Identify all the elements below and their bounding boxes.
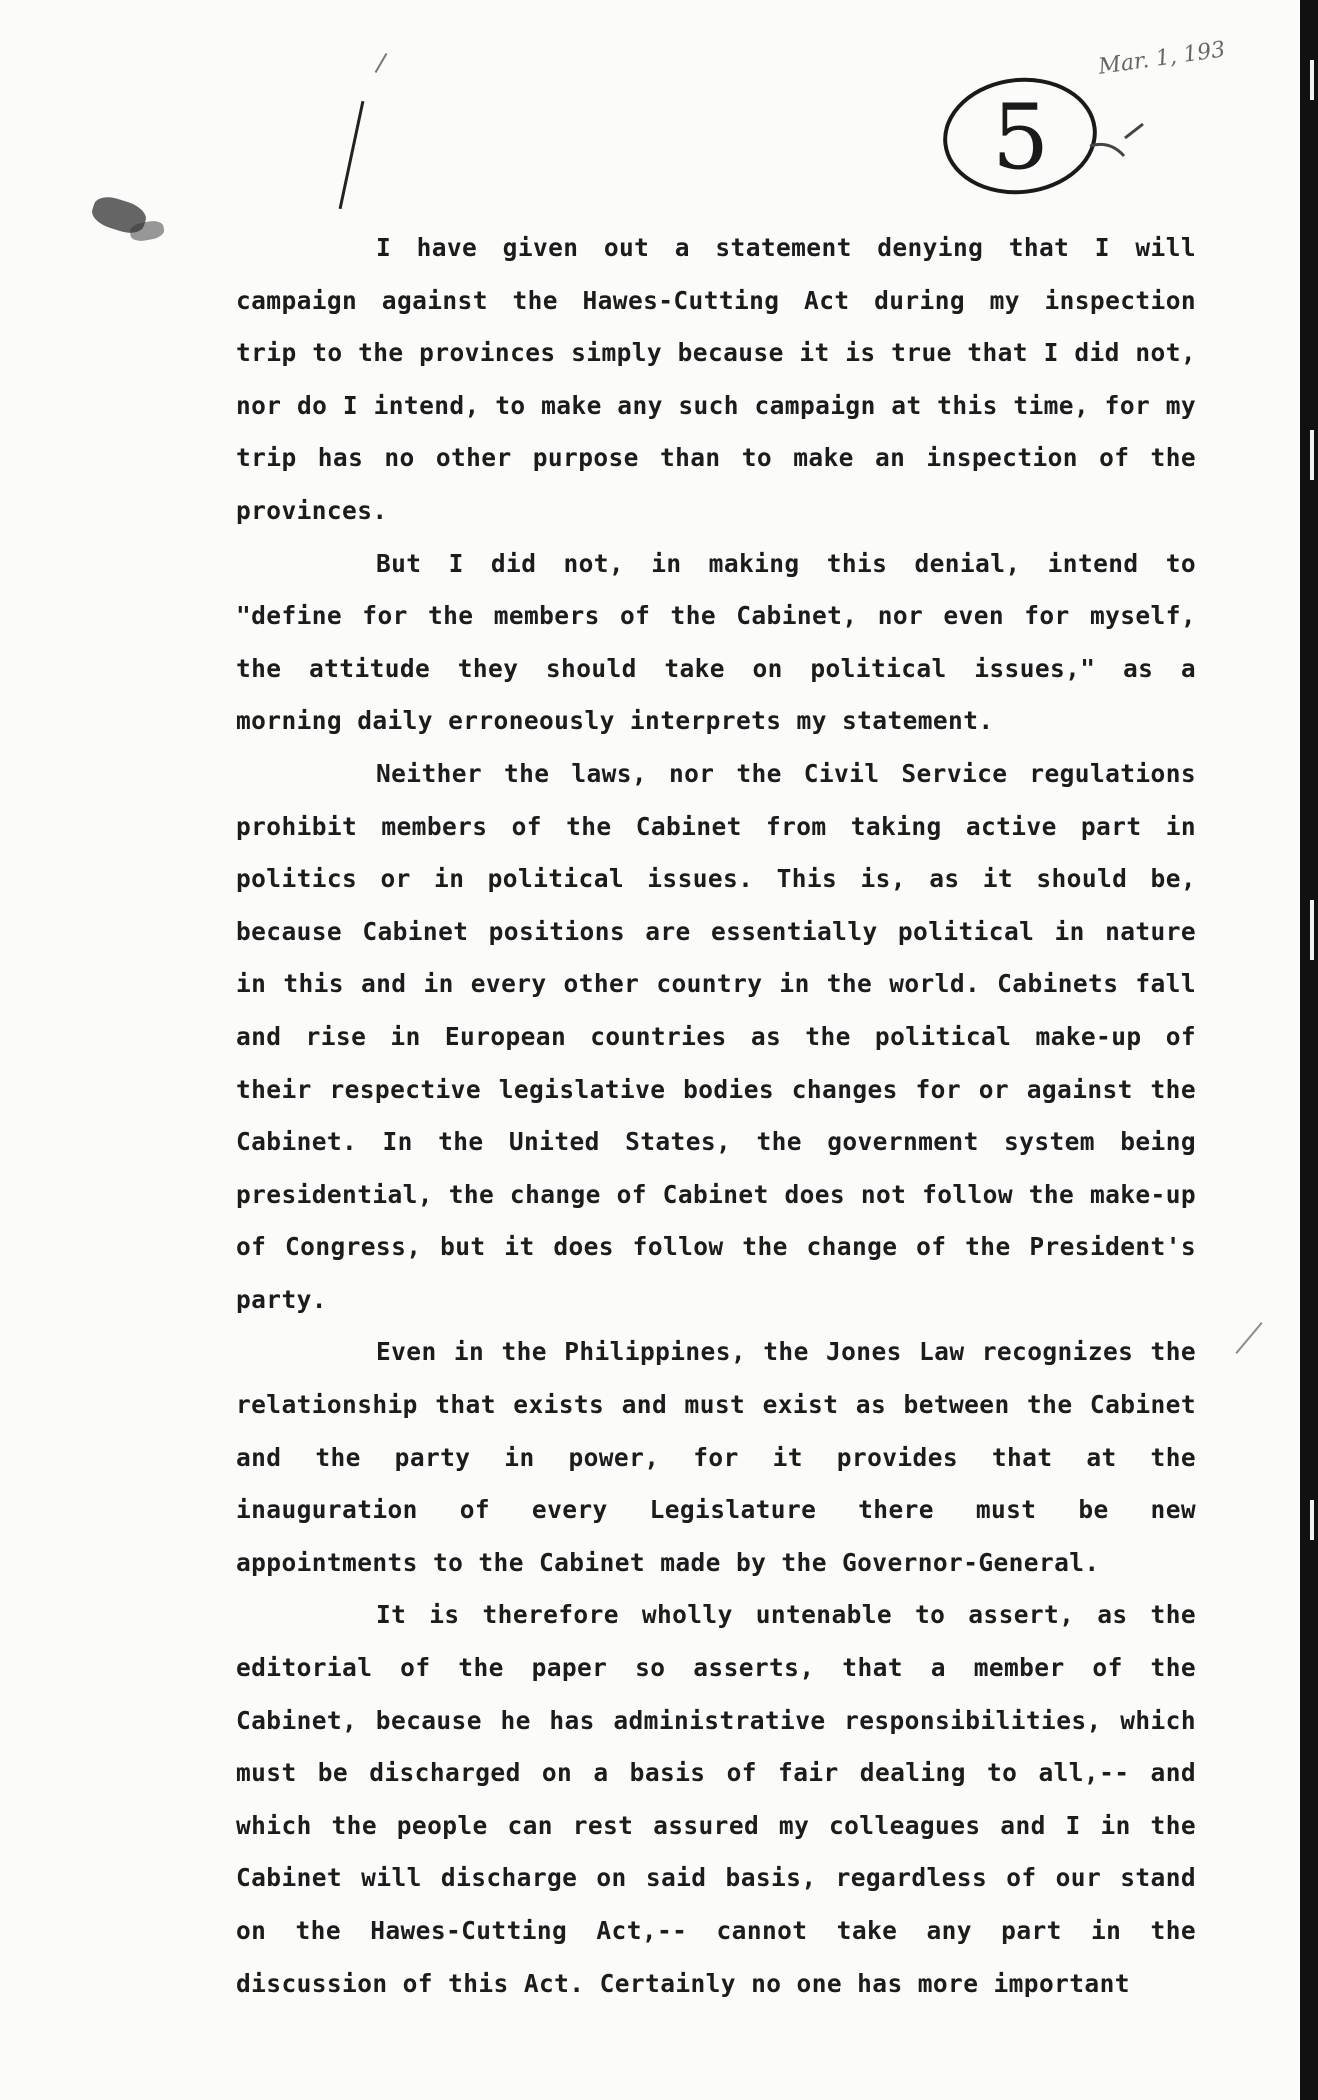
typed-letter-body [236, 222, 1196, 2010]
pencil-stroke [375, 53, 388, 73]
paragraph: But I did not, in making this denial, intend to "define for the members of the Cabinet, nor even for myself, the attitude they should take on political issues," as a morning daily erroneously interprets my statement. [236, 548, 1196, 736]
paragraph: Neither the laws, nor the Civil Service regulations prohibit members of the Cabinet from taking active part in politics or in political issues. This is, as it should be, because Cabinet positions are essentially political in nature in this and in every other country in the world. Cabinets fall and rise in European countries as the political make-up of their respective legislative bodies changes for or against the Cabinet. In the United States, the government system being presidential, the change of Cabinet does not follow the make-up of Congress, but it does follow the change of the President's party. [236, 758, 1196, 1314]
scan-edge-mark [1310, 60, 1314, 100]
paragraph: It is therefore wholly untenable to assert, as the editorial of the paper so asserts, that a member of the Cabinet, because he has administrative responsibilities, which must be discharged on a basis of fair dealing to all,-- and which the people can rest assured my colleagues and I in the Cabinet will discharge on said basis, regardless of our stand on the Hawes-Cutting Act,-- cannot take any part in the discussion of this Act. Certainly no one has more important [236, 1600, 1196, 1998]
paragraph: I have given out a statement denying that I will campaign against the Hawes-Cutting Act during my inspection trip to the provinces simply because it is true that I did not, nor do I intend, to make any such campaign at this time, for my trip has no other purpose than to make an inspection of the provinces. [236, 233, 1196, 525]
paragraph: Even in the Philippines, the Jones Law recognizes the relationship that exists and must exist as between the Cabinet and the party in power, for it provides that at the inauguration of every Legislature there must be new appointments to the Cabinet made by the Governor-General. [236, 1337, 1196, 1577]
pencil-stroke [1235, 1322, 1262, 1354]
scan-edge-mark [1310, 900, 1314, 960]
page-number-text: 5 [992, 85, 1050, 190]
pencil-stroke [339, 101, 365, 209]
handwritten-date-note: Mar. 1, 193 [1096, 37, 1227, 80]
scan-edge-mark [1310, 1500, 1314, 1540]
scan-edge [1300, 0, 1318, 2100]
scan-edge-mark [1310, 430, 1314, 480]
